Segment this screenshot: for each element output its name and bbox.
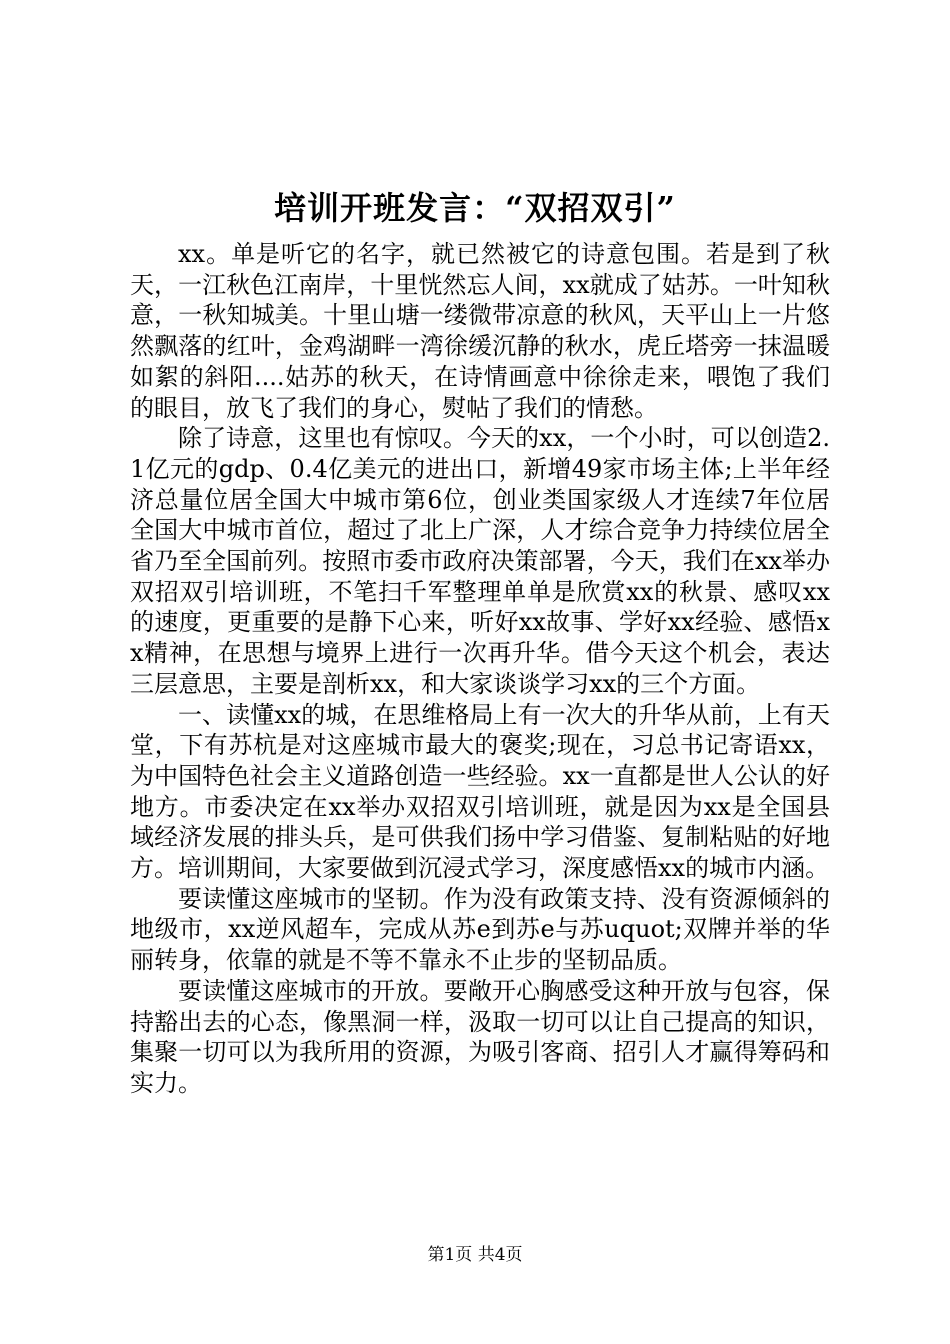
page-number-footer: 第1页 共4页 bbox=[427, 1245, 523, 1265]
paragraph-5: 要读懂这座城市的开放。要敞开心胸感受这种开放与包容，保持豁出去的心态，像黑洞一样，汲取一切可以让自己提高的知识，集聚一切可以为我所用的资源，为吸引客商、招引人才赢得筹码和实力。 bbox=[130, 976, 830, 1097]
paragraph-1: xx。单是听它的名字，就已然被它的诗意包围。若是到了秋天，一江秋色江南岸，十里恍然忘人间，xx就成了姑苏。一叶知秋意，一秋知城美。十里山塘一缕微带凉意的秋风，天平山上一片悠然飘落的红叶，金鸡湖畔一湾徐缓沉静的秋水，虎丘塔旁一抹温暖如絮的斜阳....姑苏的秋天，在诗情画意中徐徐走来，喂饱了我们的眼目，放飞了我们的身心，熨帖了我们的情愁。 bbox=[130, 240, 830, 422]
document-title: 培训开班发言：“双招双引” bbox=[274, 189, 676, 227]
paragraph-4: 要读懂这座城市的坚韧。作为没有政策支持、没有资源倾斜的地级市，xx逆风超车，完成从苏e到苏e与苏uquot;双牌并举的华丽转身，依靠的就是不等不靠永不止步的坚韧品质。 bbox=[130, 884, 830, 975]
paragraph-3: 一、读懂xx的城，在思维格局上有一次大的升华从前，上有天堂，下有苏杭是对这座城市最大的褒奖;现在，习总书记寄语xx，为中国特色社会主义道路创造一些经验。xx一直都是世人公认的好地方。市委决定在xx举办双招双引培训班，就是因为xx是全国县域经济发展的排头兵，是可供我们扬中学习借鉴、复制粘贴的好地方。培训期间，大家要做到沉浸式学习，深度感悟xx的城市内涵。 bbox=[130, 700, 830, 883]
paragraph-2: 除了诗意，这里也有惊叹。今天的xx，一个小时，可以创造2.1亿元的gdp、0.4亿美元的进出口，新增49家市场主体;上半年经济总量位居全国大中城市第6位，创业类国家级人才连续7年位居全国大中城市首位，超过了北上广深，人才综合竞争力持续位居全省乃至全国前列。按照市委市政府决策部署，今天，我们在xx举办双招双引培训班，不笔扫千军整理单单是欣赏xx的秋景、感叹xx的速度，更重要的是静下心来，听好xx故事、学好xx经验、感悟xx精神，在思想与境界上进行一次再升华。借今天这个机会，表达三层意思，主要是剖析xx，和大家谈谈学习xx的三个方面。 bbox=[130, 424, 830, 698]
document-body bbox=[130, 239, 830, 1099]
